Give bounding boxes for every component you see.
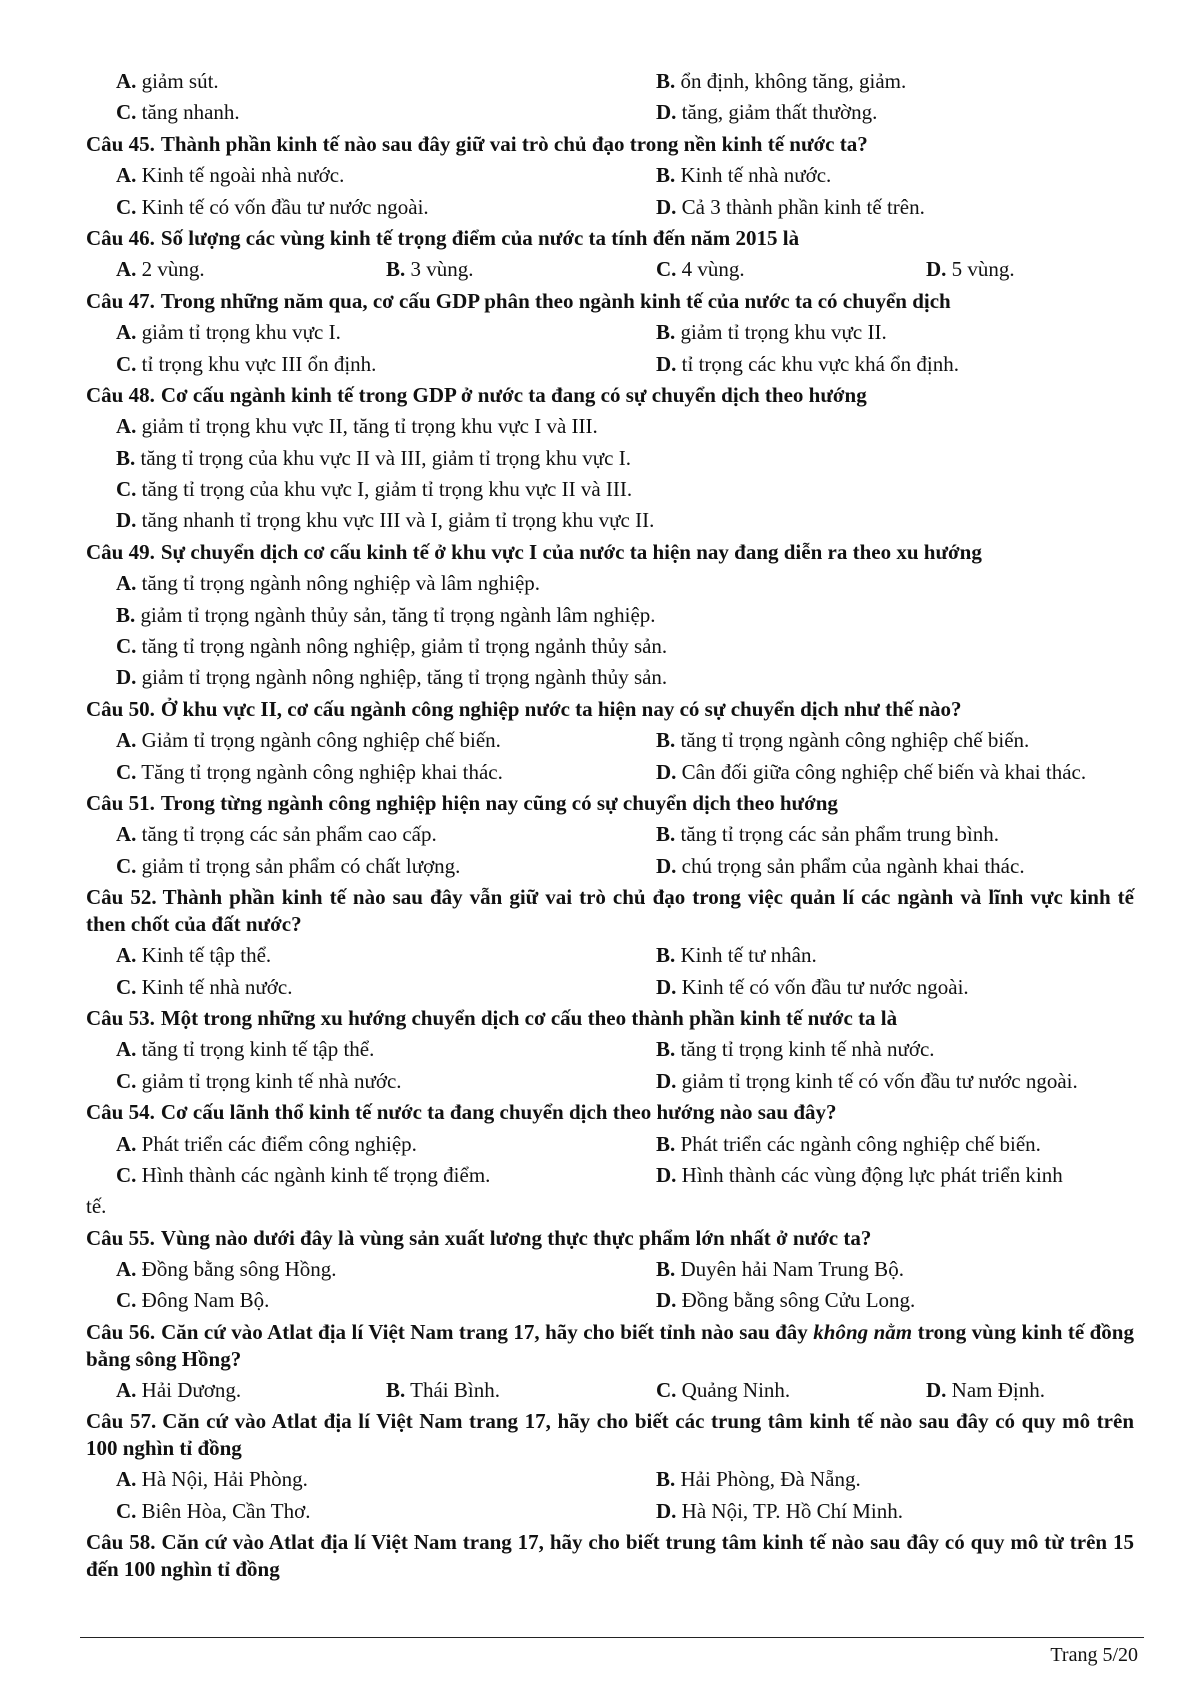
option-a: A. tăng tỉ trọng kinh tế tập thể.	[116, 1037, 375, 1062]
option-row	[86, 160, 1134, 191]
option-row	[86, 1285, 1134, 1316]
option-c: C. tăng tỉ trọng ngành nông nghiệp, giảm tỉ trọng ngảnh thủy sản.	[116, 634, 668, 659]
option-row	[86, 254, 1134, 285]
option-b: B. ổn định, không tăng, giảm.	[656, 69, 907, 93]
option-d: D. Nam Định.	[926, 1377, 1045, 1402]
option-b: B. Duyên hải Nam Trung Bộ.	[656, 1257, 904, 1282]
option-a: A. Kinh tế tập thể.	[116, 943, 272, 968]
option-c: C. tăng tỉ trọng của khu vực I, giảm tỉ trọng khu vực II và III.	[116, 477, 633, 502]
option-b: B. Kinh tế tư nhân.	[656, 943, 817, 968]
option-a: A. Đồng bằng sông Hồng.	[116, 1257, 337, 1282]
option-c: C. Kinh tế nhà nước.	[116, 974, 293, 999]
option-row	[86, 1160, 1134, 1191]
option-a: A. Hà Nội, Hải Phòng.	[116, 1467, 308, 1492]
option-d: D. Hình thành các vùng động lực phát triển kinh	[656, 1162, 1063, 1187]
question-48: Câu 48. Cơ cấu ngành kinh tế trong GDP ở nước ta đang có sự chuyển dịch theo hướng	[86, 382, 867, 407]
option-row	[86, 66, 1134, 97]
option-b: B. 3 vùng.	[386, 257, 474, 282]
question-57: Câu 57. Căn cứ vào Atlat địa lí Việt Nam trang 17, hãy cho biết các trung tâm kinh tế nào sau đây có quy mô trên 100 nghìn tỉ đồng	[86, 1409, 1134, 1461]
option-d: D. tỉ trọng các khu vực khá ổn định.	[656, 351, 959, 376]
option-row	[86, 1034, 1134, 1065]
option-a: A. Kinh tế ngoài nhà nước.	[116, 163, 345, 188]
option-d: D. tăng, giảm thất thường.	[656, 100, 878, 125]
emphasis-text: không nằm	[813, 1319, 913, 1344]
question-54: Câu 54. Cơ cấu lãnh thổ kinh tế nước ta đang chuyển dịch theo hướng nào sau đây?	[86, 1100, 837, 1125]
option-row	[86, 819, 1134, 850]
option-row	[86, 1496, 1134, 1527]
option-c: C. Biên Hòa, Cần Thơ.	[116, 1498, 311, 1523]
option-a: A. giảm tỉ trọng khu vực I.	[116, 320, 341, 345]
option-b: B. tăng tỉ trọng các sản phẩm trung bình.	[656, 822, 999, 847]
option-row	[86, 972, 1134, 1003]
option-b: B. tăng tỉ trọng ngành công nghiệp chế biến.	[656, 728, 1030, 753]
question-55: Câu 55. Vùng nào dưới đây là vùng sản xuất lương thực thực phẩm lớn nhất ở nước ta?	[86, 1225, 872, 1250]
option-c: C. Kinh tế có vốn đầu tư nước ngoài.	[116, 194, 429, 219]
option-c: C. Tăng tỉ trọng ngành công nghiệp khai thác.	[116, 759, 503, 784]
option-a: A. 2 vùng.	[116, 257, 205, 282]
option-a: A. tăng tỉ trọng ngành nông nghiệp và lâm nghiệp.	[116, 571, 541, 596]
option-d: D. 5 vùng.	[926, 257, 1015, 282]
option-b: B. tăng tỉ trọng của khu vực II và III, giảm tỉ trọng khu vực I.	[116, 445, 631, 470]
option-row	[86, 349, 1134, 380]
question-53: Câu 53. Một trong những xu hướng chuyển dịch cơ cấu theo thành phần kinh tế nước ta là	[86, 1005, 898, 1030]
option-b: B. tăng tỉ trọng kinh tế nhà nước.	[656, 1037, 935, 1062]
option-b: B. Phát triển các ngành công nghiệp chế biến.	[656, 1131, 1041, 1156]
option-d: D. tăng nhanh tỉ trọng khu vực III và I, giảm tỉ trọng khu vực II.	[116, 508, 655, 533]
option-d: D. Hà Nội, TP. Hồ Chí Minh.	[656, 1498, 903, 1523]
question-46: Câu 46. Số lượng các vùng kinh tế trọng điểm của nước ta tính đến năm 2015 là	[86, 225, 800, 250]
option-d: D. Cân đối giữa công nghiệp chế biến và khai thác.	[656, 759, 1087, 784]
option-b: B. Hải Phòng, Đà Nẵng.	[656, 1467, 861, 1492]
option-c: C. giảm tỉ trọng kinh tế nhà nước.	[116, 1068, 402, 1093]
option-row	[86, 725, 1134, 756]
option-a: A. giảm sút.	[116, 69, 219, 93]
option-d-continuation: tế.	[86, 1194, 107, 1219]
option-d: D. giảm tỉ trọng ngành nông nghiệp, tăng tỉ trọng ngành thủy sản.	[116, 665, 668, 690]
option-row	[86, 851, 1134, 882]
option-row	[86, 940, 1134, 971]
option-a: A. Phát triển các điểm công nghiệp.	[116, 1131, 417, 1156]
option-row	[86, 317, 1134, 348]
option-d: D. Cả 3 thành phần kinh tế trên.	[656, 194, 925, 219]
option-b: B. giảm tỉ trọng khu vực II.	[656, 320, 887, 345]
option-a: A. giảm tỉ trọng khu vực II, tăng tỉ trọng khu vực I và III.	[116, 414, 598, 439]
option-row	[86, 192, 1134, 223]
option-row	[86, 1375, 1134, 1406]
option-d: D. Kinh tế có vốn đầu tư nước ngoài.	[656, 974, 969, 999]
option-d: D. Đồng bằng sông Cửu Long.	[656, 1288, 916, 1313]
option-row	[86, 1254, 1134, 1285]
question-49: Câu 49. Sự chuyển dịch cơ cấu kinh tế ở khu vực I của nước ta hiện nay đang diễn ra theo xu hướng	[86, 539, 982, 564]
option-c: C. tỉ trọng khu vực III ổn định.	[116, 351, 377, 376]
footer-divider	[80, 1637, 1144, 1638]
option-row	[86, 1464, 1134, 1495]
option-a: A. Giảm tỉ trọng ngành công nghiệp chế biến.	[116, 728, 501, 753]
question-51: Câu 51. Trong từng ngành công nghiệp hiện nay cũng có sự chuyển dịch theo hướng	[86, 790, 838, 815]
option-d: D. chú trọng sản phẩm của ngành khai thác.	[656, 853, 1025, 878]
option-c: C. Hình thành các ngành kinh tế trọng điểm.	[116, 1162, 491, 1187]
question-58: Câu 58. Căn cứ vào Atlat địa lí Việt Nam trang 17, hãy cho biết trung tâm kinh tế nào sau đây có quy mô từ trên 15 đến 100 nghìn tỉ đồng	[86, 1530, 1134, 1582]
option-c: C. Đông Nam Bộ.	[116, 1288, 270, 1313]
question-45: Câu 45. Thành phần kinh tế nào sau đây giữ vai trò chủ đạo trong nền kinh tế nước ta?	[86, 131, 868, 156]
option-b: B. Thái Bình.	[386, 1377, 500, 1402]
question-50: Câu 50. Ở khu vực II, cơ cấu ngành công nghiệp nước ta hiện nay có sự chuyển dịch như thế nào?	[86, 696, 962, 721]
option-a: A. Hải Dương.	[116, 1377, 242, 1402]
option-row	[86, 97, 1134, 128]
question-47: Câu 47. Trong những năm qua, cơ cấu GDP phân theo ngành kinh tế của nước ta có chuyển dịch	[86, 288, 951, 313]
option-b: B. giảm tỉ trọng ngành thủy sản, tăng tỉ trọng ngành lâm nghiệp.	[116, 602, 656, 627]
exam-page-content	[86, 66, 1134, 1585]
question-56: Câu 56. Căn cứ vào Atlat địa lí Việt Nam trang 17, hãy cho biết tỉnh nào sau đây không nằm trong vùng kinh tế đồng bằng sông Hồng?	[86, 1319, 1134, 1371]
option-c: C. tăng nhanh.	[116, 100, 240, 125]
option-a: A. tăng tỉ trọng các sản phẩm cao cấp.	[116, 822, 437, 847]
option-row	[86, 757, 1134, 788]
option-c: C. 4 vùng.	[656, 257, 745, 282]
option-row	[86, 1129, 1134, 1160]
page-number: Trang 5/20	[1050, 1644, 1138, 1666]
option-b: B. Kinh tế nhà nước.	[656, 163, 832, 188]
option-c: C. giảm tỉ trọng sản phẩm có chất lượng.	[116, 853, 461, 878]
option-d: D. giảm tỉ trọng kinh tế có vốn đầu tư nước ngoài.	[656, 1068, 1078, 1093]
option-row	[86, 1066, 1134, 1097]
option-c: C. Quảng Ninh.	[656, 1377, 791, 1402]
question-52: Câu 52. Thành phần kinh tế nào sau đây vẫn giữ vai trò chủ đạo trong việc quản lí các ngành và lĩnh vực kinh tế then chốt của đất nước?	[86, 885, 1134, 937]
